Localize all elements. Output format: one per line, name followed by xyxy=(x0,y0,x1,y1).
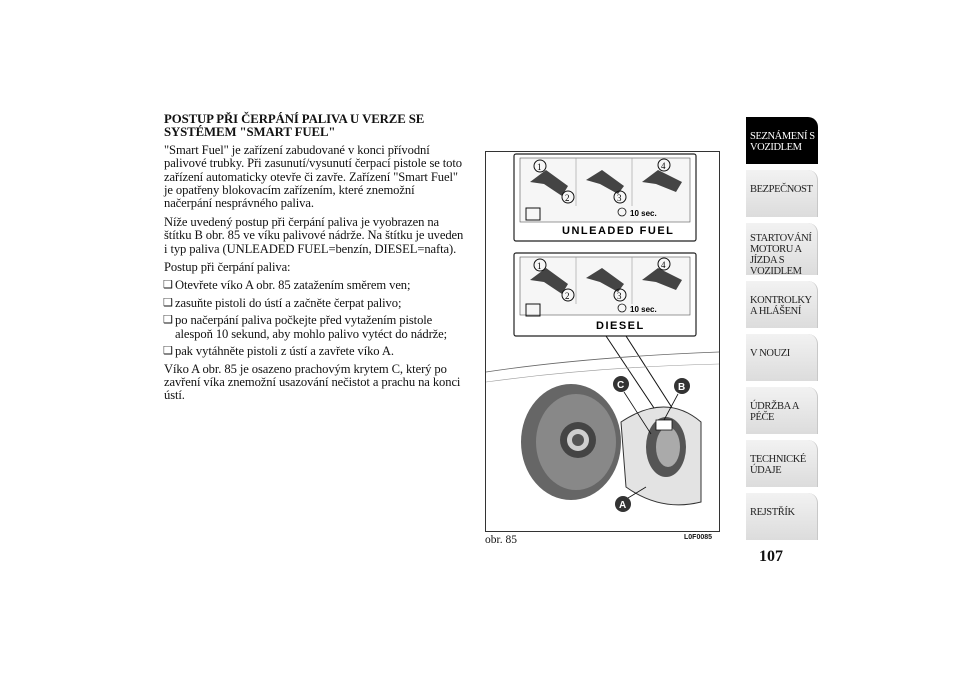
fuel-cap-illustration xyxy=(486,152,719,531)
fuel-label-unleaded xyxy=(514,154,696,241)
section-heading: POSTUP PŘI ČERPÁNÍ PALIVA U VERZE SE SYSTÉMEM "SMART FUEL" xyxy=(164,112,425,140)
step-item: ❑ Otevřete víko A obr. 85 zatažením směrem ven; xyxy=(164,279,464,292)
step-number: 1 xyxy=(537,261,542,271)
svg-text:C: C xyxy=(617,380,625,391)
tab-kontrolky[interactable]: KONTROLKY A HLÁŠENÍ xyxy=(746,281,818,328)
step-item: ❑ zasuňte pistoli do ústí a začněte čerpat palivo; xyxy=(164,297,464,310)
step-number: 4 xyxy=(661,161,666,171)
paragraph: Víko A obr. 85 je osazeno prachovým krytem C, který po zavření víka znemožní usazování nečistot a prachu na konci ústí. xyxy=(164,361,461,403)
paragraph: Níže uvedený postup při čerpání paliva je vyobrazen na štítku B obr. 85 ve víku palivové nádrže. Na štítku je uveden i typ paliva (UNLEADED FUEL=benzín, DIESEL=nafta). xyxy=(164,214,464,256)
svg-text:B: B xyxy=(678,382,686,393)
fuel-label-diesel xyxy=(514,253,696,336)
fuel-door-a xyxy=(621,407,701,505)
paragraph: "Smart Fuel" je zařízení zabudované v konci přívodní palivové trubky. Při zasunutí/vysunutí čerpací pistole se toto zařízení automaticky otevře či zavře. Zařízení "Smart Fuel" je opatřeny blokovacím zařízením, které znemožní načerpání nesprávného paliva. xyxy=(164,142,462,211)
tab-technicke[interactable]: TECHNICKÉ ÚDAJE xyxy=(746,440,818,487)
step-item: ❑ pak vytáhněte pistoli z ústí a zavřete víko A. xyxy=(164,345,464,358)
tab-udrzba[interactable]: ÚDRŽBA A PÉČE xyxy=(746,387,818,434)
timer-text: 10 sec. xyxy=(630,305,657,314)
fuel-filler-recess xyxy=(521,384,621,500)
fuel-type-label: UNLEADED FUEL xyxy=(562,225,675,237)
step-number: 2 xyxy=(565,193,570,203)
tab-seznameni[interactable]: SEZNÁMENÍ S VOZIDLEM xyxy=(746,117,818,164)
figure-code: L0F0085 xyxy=(684,534,713,541)
tab-bezpecnost[interactable]: BEZPEČNOST xyxy=(746,170,818,217)
page-number: 107 xyxy=(759,548,783,565)
step-number: 1 xyxy=(537,162,542,172)
figure-caption: obr. 85 xyxy=(485,534,517,546)
step-number: 3 xyxy=(617,291,622,301)
timer-text: 10 sec. xyxy=(630,209,657,218)
tab-rejstrik[interactable]: REJSTŘÍK xyxy=(746,493,818,540)
figure-85 xyxy=(485,151,720,532)
step-number: 4 xyxy=(661,260,666,270)
paragraph: Postup při čerpání paliva: xyxy=(164,260,291,275)
step-number: 3 xyxy=(617,193,622,203)
step-item: ❑ po načerpání paliva počkejte před vytažením pistole alespoň 10 sekund, aby mohlo palivo vytéct do nádrže; xyxy=(164,314,464,341)
tab-startovani[interactable]: STARTOVÁNÍ MOTORU A JÍZDA S VOZIDLEM xyxy=(746,223,818,275)
text-column xyxy=(164,113,464,408)
tab-v-nouzi[interactable]: V NOUZI xyxy=(746,334,818,381)
fuel-type-label: DIESEL xyxy=(596,320,645,332)
step-number: 2 xyxy=(565,291,570,301)
svg-text:A: A xyxy=(619,500,627,511)
chapter-tabs xyxy=(746,117,818,546)
